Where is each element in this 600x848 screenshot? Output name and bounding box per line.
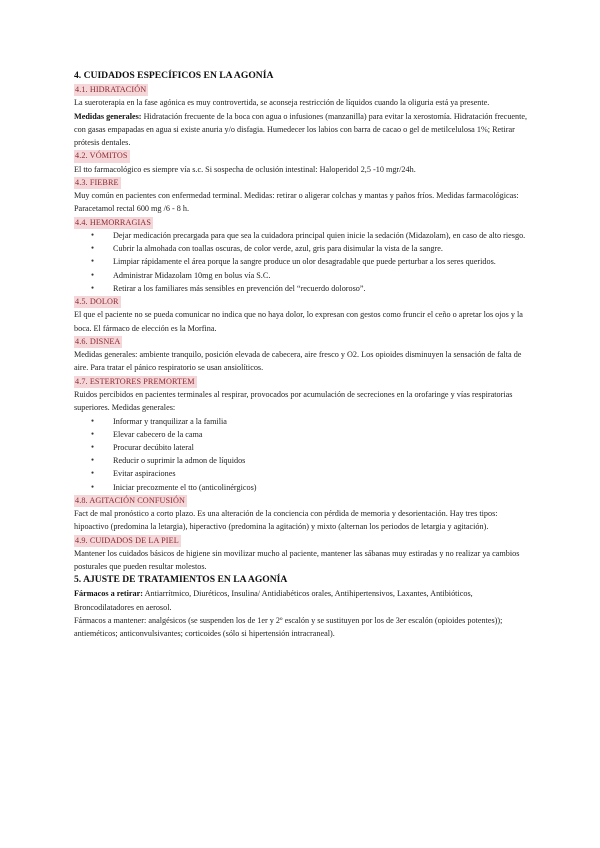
- subsection-hemorragias: [74, 216, 534, 229]
- paragraph-vomitos: El tto farmacológico es siempre vía s.c. Si sospecha de oclusión intestinal: Haloperidol 2,5 -10 mgr/24h.: [74, 164, 416, 174]
- subsection-agitacion: [74, 494, 534, 507]
- list-hemorragias: [74, 229, 534, 295]
- subsection-dolor: [74, 295, 534, 308]
- subsection-heading-hemorragias: 4.4. HEMORRAGIAS: [74, 217, 153, 229]
- list-item: ● Procurar decúbito lateral: [113, 441, 534, 454]
- paragraph-disnea: Medidas generales: ambiente tranquilo, posición elevada de cabecera, aire fresco y O2. Los opioides disminuyen la sensación de falta de aire. Para tratar el pánico respiratorio se usan ansiolíticos.: [74, 350, 522, 373]
- list-item: ● Limpiar rápidamente el área porque la sangre produce un olor desagradable que puede perturbar a los seres queridos.: [113, 255, 534, 268]
- subsection-heading-dolor: 4.5. DOLOR: [74, 296, 121, 308]
- subsection-heading-hidratacion: 4.1. HIDRATACIÓN: [74, 84, 148, 96]
- subsection-estertores: [74, 375, 534, 388]
- text-farmacos-retirar: Antiarrítmico, Diuréticos, Insulina/ Antidiabéticos orales, Antihipertensivos, Laxantes, Antibióticos, Broncodilatadores en aerosol.: [74, 589, 473, 612]
- document-page: [74, 69, 534, 640]
- list-item: ● Evitar aspiraciones: [113, 467, 534, 480]
- paragraph-farmacos-retirar: [74, 587, 534, 613]
- list-item: ● Retirar a los familiares más sensibles en prevención del “recuerdo doloroso”.: [113, 282, 534, 295]
- subsection-piel: [74, 534, 534, 547]
- list-item: ● Dejar medicación precargada para que sea la cuidadora principal quien inicie la sedación (Midazolam), en caso de alto riesgo.: [113, 229, 534, 242]
- list-estertores: [74, 415, 534, 494]
- subsection-disnea: [74, 335, 534, 348]
- subsection-heading-disnea: 4.6. DISNEA: [74, 336, 122, 348]
- paragraph-hidratacion-medidas: [74, 110, 534, 150]
- paragraph-dolor: El que el paciente no se pueda comunicar no indica que no haya dolor, lo expresan con gestos como fruncir el ceño o apretar los ojos y la boca. El fármaco de elección es la Morfina.: [74, 310, 523, 333]
- label-medidas-generales: Medidas generales:: [74, 111, 142, 121]
- subsection-vomitos: [74, 149, 534, 162]
- list-item: ● Iniciar precozmente el tto (anticolinérgicos): [113, 481, 534, 494]
- subsection-heading-estertores: 4.7. ESTERTORES PREMORTEM: [74, 376, 197, 388]
- paragraph-fiebre: Muy común en pacientes con enfermedad terminal. Medidas: retirar o aligerar colchas y mantas y paños fríos. Medidas farmacológicas: Paracetamol rectal 600 mg /6 - 8 h.: [74, 191, 519, 214]
- paragraph-farmacos-mantener: Fármacos a mantener: analgésicos (se suspenden los de 1er y 2º escalón y se sustituyen por los de 3er escalón (opioides potentes)); antieméticos; anticonvulsivantes; corticoides (sólo si hipertensión intracraneal).: [74, 615, 503, 638]
- label-farmacos-retirar: Fármacos a retirar:: [74, 589, 143, 599]
- list-item: ● Elevar cabecero de la cama: [113, 428, 534, 441]
- paragraph-agitacion: Fact de mal pronóstico a corto plazo. Es una alteración de la conciencia con pérdida de memoria y desorientación. Hay tres tipos: hipoactivo (predomina la letargia), hiperactivo (predomina la agitación) y mixto (alternan los periodos de letargia y agitación).: [74, 509, 498, 532]
- list-item: ● Cubrir la almohada con toallas oscuras, de color verde, azul, gris para disimular la vista de la sangre.: [113, 242, 534, 255]
- list-item: ● Informar y tranquilizar a la familia: [113, 415, 534, 428]
- list-item: ● Administrar Midazolam 10mg en bolus vía S.C.: [113, 269, 534, 282]
- paragraph-hidratacion-intro: La sueroterapia en la fase agónica es muy controvertida, se aconseja restricción de líquidos cuando la oliguria está ya presente.: [74, 98, 490, 108]
- subsection-heading-fiebre: 4.3. FIEBRE: [74, 177, 121, 189]
- subsection-hidratacion: [74, 83, 534, 96]
- subsection-heading-vomitos: 4.2. VÓMITOS: [74, 150, 130, 162]
- text-medidas-generales: Hidratación frecuente de la boca con agua o infusiones (manzanilla) para evitar la xerostomía. Hidratación frecuente, con gasas empapadas en agua si existe anuria y/o disfagia. Humedecer los labios con barra de cacao o gel de metilcelulosa 1%; Retirar prótesis dentales.: [74, 111, 528, 148]
- subsection-heading-agitacion: 4.8. AGITACIÓN CONFUSIÓN: [74, 495, 187, 507]
- paragraph-estertores: Ruidos percibidos en pacientes terminales al respirar, provocados por acumulación de secreciones en la orofaringe y vías respiratorias superiores. Medidas generales:: [74, 390, 513, 413]
- list-item: ● Reducir o suprimir la admon de líquidos: [113, 454, 534, 467]
- paragraph-piel: Mantener los cuidados básicos de higiene sin movilizar mucho al paciente, mantener las sábanas muy estiradas y no realizar ya cambios posturales que pueden resultar molestos.: [74, 548, 520, 572]
- section-4-title: 4. CUIDADOS ESPECÍFICOS EN LA AGONÍA: [74, 70, 274, 81]
- subsection-fiebre: [74, 176, 534, 189]
- section-5-title: 5. AJUSTE DE TRATAMIENTOS EN LA AGONÍA: [74, 574, 288, 586]
- subsection-heading-piel: 4.9. CUIDADOS DE LA PIEL: [74, 535, 181, 547]
